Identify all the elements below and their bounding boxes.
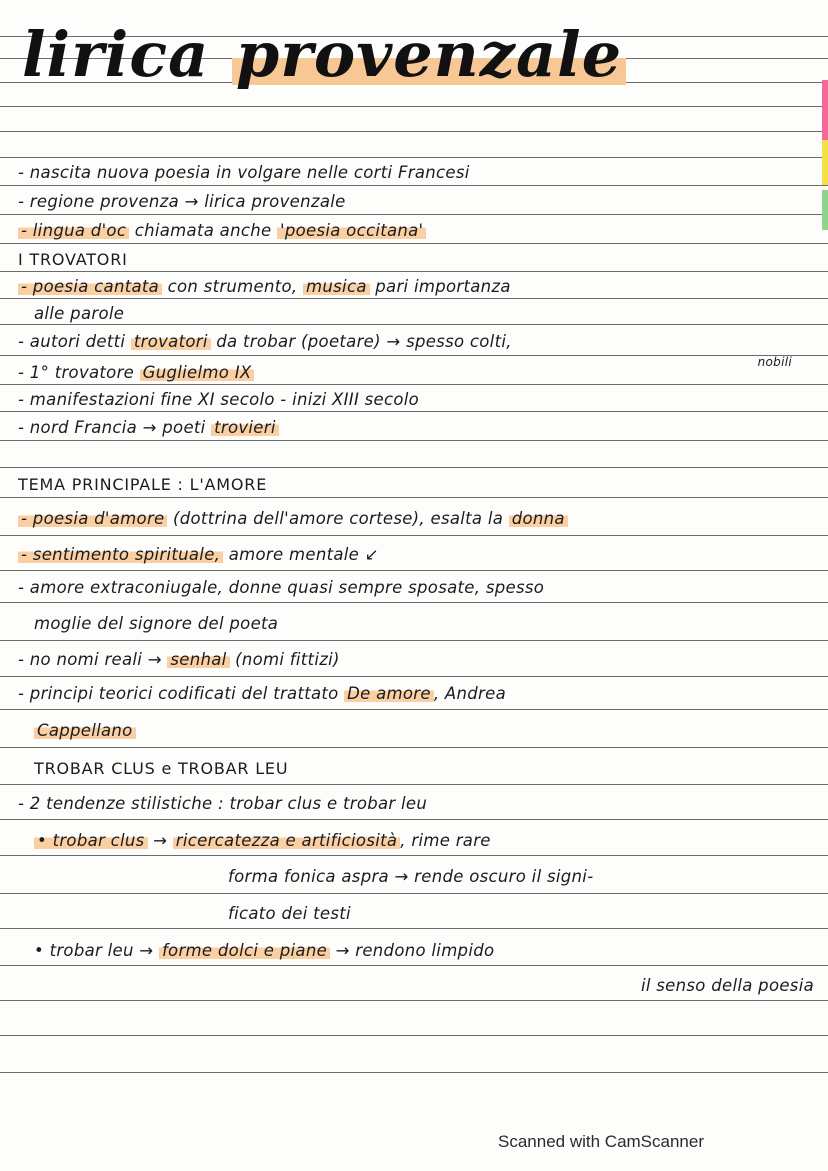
- note-text: - nascita nuova poesia in volgare nelle corti Francesi: [18, 163, 470, 182]
- note-line: [34, 613, 822, 635]
- note-line: [18, 362, 822, 384]
- rule-line: [0, 440, 828, 441]
- note-line: [34, 940, 822, 962]
- rule-line: [0, 855, 828, 856]
- rule-line: [0, 1000, 828, 1001]
- rule-line: [0, 1035, 828, 1036]
- highlighted-text: forme dolci e piane: [159, 941, 330, 960]
- note-text: forma fonica aspra → rende oscuro il signi-: [228, 867, 594, 886]
- rule-line: [0, 243, 828, 244]
- highlighted-text: ricercatezza e artificiosità: [173, 831, 401, 850]
- section-heading: [18, 249, 822, 271]
- note-text: alle parole: [34, 304, 125, 323]
- note-text: con strumento,: [162, 277, 304, 296]
- highlighted-text: Cappellano: [34, 721, 136, 740]
- note-text: lirica provenzale: [204, 192, 346, 211]
- highlighted-text: - sentimento spirituale,: [18, 545, 223, 564]
- highlighted-text: - lingua d'oc: [18, 221, 129, 240]
- note-text: →: [133, 941, 159, 960]
- rule-line: [0, 298, 828, 299]
- rule-line: [0, 355, 828, 356]
- pink-tab: [822, 80, 828, 140]
- note-text: - autori detti: [18, 332, 131, 351]
- note-text: , Andrea: [433, 684, 506, 703]
- note-text: nobili: [757, 355, 792, 369]
- rule-line: [0, 640, 828, 641]
- note-text: - nord Francia → poeti: [18, 418, 212, 437]
- rule-line: [0, 157, 828, 158]
- note-text: - no nomi reali →: [18, 650, 168, 669]
- note-text: → rendono limpido: [330, 941, 495, 960]
- note-text: da trobar (poetare) → spesso colti,: [210, 332, 512, 351]
- section-heading: [34, 758, 822, 780]
- note-line: [18, 331, 822, 353]
- rule-line: [0, 747, 828, 748]
- note-line: [18, 276, 822, 298]
- rule-line: [0, 131, 828, 132]
- highlighted-text: Guglielmo IX: [140, 363, 255, 382]
- rule-line: [0, 570, 828, 571]
- title-word-1: lirica: [22, 18, 210, 91]
- rule-line: [0, 214, 828, 215]
- rule-line: [0, 384, 828, 385]
- note-line: [641, 975, 814, 997]
- note-line: [18, 793, 822, 815]
- note-text: amore mentale ↙: [223, 545, 379, 564]
- section-heading: [18, 474, 822, 496]
- note-text: →: [147, 831, 173, 850]
- green-tab: [822, 190, 828, 230]
- highlighted-text: trovatori: [131, 332, 211, 351]
- highlighted-text: senhal: [167, 650, 229, 669]
- rule-line: [0, 676, 828, 677]
- highlighted-text: • trobar clus: [34, 831, 148, 850]
- rule-line: [0, 411, 828, 412]
- note-text: (nomi fittizi): [229, 650, 340, 669]
- page-title: [22, 18, 626, 91]
- note-line: [18, 544, 822, 566]
- note-text: - amore extraconiugale, donne quasi sempre sposate, spesso: [18, 578, 545, 597]
- note-text: (dottrina dell'amore cortese), esalta la: [167, 509, 509, 528]
- highlighted-text: - poesia d'amore: [18, 509, 167, 528]
- note-line: [34, 720, 822, 742]
- note-text: • trobar leu: [34, 941, 134, 960]
- note-line: [18, 649, 822, 671]
- highlighted-text: 'poesia occitana': [277, 221, 426, 240]
- highlighted-text: donna: [509, 509, 568, 528]
- rule-line: [0, 185, 828, 186]
- note-line: [18, 389, 822, 411]
- note-text: il senso della poesia: [640, 976, 814, 995]
- rule-line: [0, 271, 828, 272]
- highlighted-text: musica: [303, 277, 370, 296]
- rule-line: [0, 497, 828, 498]
- highlighted-text: De amore: [344, 684, 434, 703]
- note-text: , rime rare: [400, 831, 491, 850]
- rule-line: [0, 1072, 828, 1073]
- note-text: - regione provenza →: [18, 192, 205, 211]
- note-text: moglie del signore del poeta: [34, 614, 279, 633]
- rule-line: [0, 535, 828, 536]
- note-text: - manifestazioni fine XI secolo - inizi XIII secolo: [18, 390, 420, 409]
- rule-line: [0, 709, 828, 710]
- note-line: [18, 220, 822, 242]
- heading-text: TROBAR CLUS e TROBAR LEU: [34, 759, 289, 778]
- highlighted-text: - poesia cantata: [18, 277, 162, 296]
- note-line: [18, 162, 822, 184]
- note-line: [228, 866, 822, 888]
- note-text: chiamata anche: [129, 221, 277, 240]
- rule-line: [0, 819, 828, 820]
- note-text: pari importanza: [369, 277, 511, 296]
- page-tabs: [822, 40, 828, 300]
- note-text: - 2 tendenze stilistiche : trobar clus e trobar leu: [18, 794, 428, 813]
- note-line: [34, 830, 822, 852]
- note-line: [18, 417, 822, 439]
- rule-line: [0, 106, 828, 107]
- yellow-tab: [822, 140, 828, 185]
- heading-text: TEMA PRINCIPALE : L'AMORE: [18, 475, 268, 494]
- note-text: - 1° trovatore: [18, 363, 140, 382]
- rule-line: [0, 928, 828, 929]
- note-line: [228, 903, 822, 925]
- note-line: [18, 683, 822, 705]
- rule-line: [0, 965, 828, 966]
- highlighted-text: trovieri: [211, 418, 279, 437]
- heading-text: I TROVATORI: [18, 250, 128, 269]
- note-line: [18, 508, 822, 530]
- rule-line: [0, 602, 828, 603]
- scanner-watermark: Scanned with CamScanner: [498, 1132, 705, 1151]
- rule-line: [0, 467, 828, 468]
- rule-line: [0, 893, 828, 894]
- note-line: [18, 191, 822, 213]
- note-text: - principi teorici codificati del trattato: [18, 684, 345, 703]
- note-text: ficato dei testi: [228, 904, 351, 923]
- title-word-2: provenzale: [232, 18, 626, 91]
- rule-line: [0, 784, 828, 785]
- note-line: [18, 577, 822, 599]
- note-line: [34, 303, 822, 325]
